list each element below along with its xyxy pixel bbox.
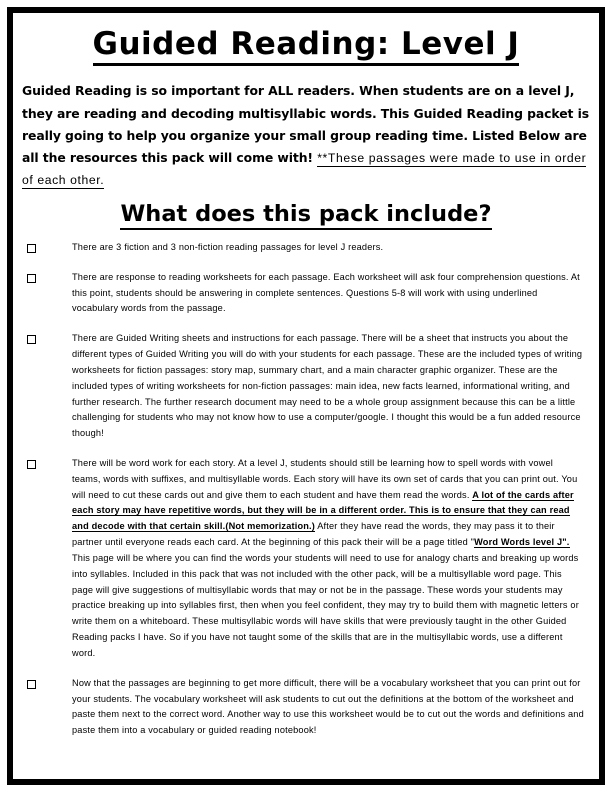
checkbox-icon[interactable] xyxy=(27,335,36,344)
page-title-text: Guided Reading: Level J xyxy=(93,28,520,66)
checkbox-icon[interactable] xyxy=(27,274,36,283)
section-heading xyxy=(20,202,592,230)
page-title xyxy=(20,28,592,66)
intro-paragraph xyxy=(22,80,590,192)
list-item-text xyxy=(72,456,592,662)
checkbox-icon[interactable] xyxy=(27,680,36,689)
list-item xyxy=(20,240,592,256)
intro-note-text: **These passages were made to use in order of each other. xyxy=(22,150,587,188)
text-segment-3: Word Words level J". xyxy=(474,537,570,548)
list-item-text: There are 3 fiction and 3 non-fiction reading passages for level J readers. xyxy=(72,241,384,252)
text-segment-4: This page will be where you can find the words your students will need to use for analogy charts and breaking up words into syllables. Included in this pack that was not included with the other pack, will be a multisyllable word page. This page will give suggestions of multisyllabic words that may or not be in the passage. These words your students may practice breaking up into syllables first, then when you feel confident, they may try to build them with magnetic letters or write them on a whiteboard. These multisyllabic words will have skills that were previously taught in the other Guided Reading packs I have. So if you have not taught some of the skills that are in the multisyllabic words, use a different word. xyxy=(72,552,579,658)
section-heading-text: What does this pack include? xyxy=(120,202,491,230)
intro-main-text: Guided Reading is so important for ALL readers. When students are on a level J, they are reading and decoding multisyllabic words. This Guided Reading packet is really going to help you organize your small group reading time. Listed Below are all the resources this pack will come with! xyxy=(22,83,589,165)
text-segment-1: A lot of the cards after each story may have repetitive words, but they will be in a different order. This is to ensure that they can read and decode with that certain skill.(Not memorization.) xyxy=(72,489,574,532)
pack-contents-list xyxy=(20,240,592,739)
list-item xyxy=(20,331,592,442)
list-item xyxy=(20,270,592,317)
checkbox-icon[interactable] xyxy=(27,244,36,253)
list-item-text: There are Guided Writing sheets and instructions for each passage. There will be a sheet that instructs you about the different types of Guided Writing you will do with your students for each passage. These are the included types of writing worksheets for fiction passages: story map, summary chart, and a main character graphic organizer. These are the included types of writing worksheets for non-fiction passages: main idea, new facts learned, informational writing, and further research. The further research document may need to be a whole group assignment because this can be a little challenging for students who may not know how to use a computer/google. I thought this would be a fun added resource though! xyxy=(72,333,583,439)
list-item-text: There are response to reading worksheets for each passage. Each worksheet will ask four comprehension questions. At this point, students should be answering in complete sentences. Questions 5-8 will work with using underlined vocabulary words from the passage. xyxy=(72,271,580,314)
text-segment-2: After they have read the words, they may pass it to their partner until everyone reads each card. At the beginning of this pack their will be a page titled " xyxy=(72,521,555,548)
page-content xyxy=(20,16,592,753)
list-item xyxy=(20,456,592,662)
list-item-text: Now that the passages are beginning to get more difficult, there will be a vocabulary worksheet that you can print out for your students. The vocabulary worksheet will ask students to cut out the definitions at the bottom of the worksheet and paste them next to the correct word. Another way to use this worksheet would be to cut out the words and definitions and paste them into a vocabulary or guided reading notebook! xyxy=(72,677,584,736)
list-item xyxy=(20,676,592,739)
checkbox-icon[interactable] xyxy=(27,460,36,469)
text-segment-0: There will be word work for each story. At a level J, students should still be learning how to spell words with vowel teams, words with suffixes, and multisyllable words. Each story will have its own set of cards that you can print out. You will need to cut these cards out and give them to each student and have them read the words. xyxy=(72,458,578,500)
